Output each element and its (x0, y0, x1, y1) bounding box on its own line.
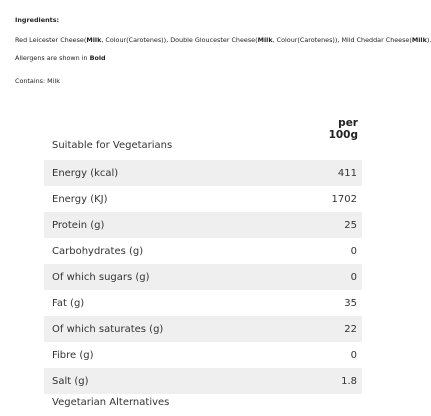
nutrition-row (44, 342, 362, 368)
nutrient-label: Of which saturates (g) (52, 323, 164, 335)
nutrition-row (44, 368, 362, 394)
ingredient-allergen: Milk (257, 36, 273, 44)
section-vegetarian-alternatives: Vegetarian Alternatives (52, 397, 170, 408)
ingredient-allergen: Milk (86, 36, 102, 44)
per-100g-header: per 100g (328, 117, 358, 141)
nutrient-value: 411 (337, 167, 357, 179)
nutrition-row (44, 160, 362, 186)
nutrient-label: Energy (kcal) (52, 167, 119, 179)
nutrient-value: 0 (350, 245, 357, 257)
nutrient-label: Fat (g) (52, 297, 85, 309)
ingredient-segment: , Colour(Carotenes)), Double Gloucester Cheese( (101, 36, 258, 44)
nutrition-row (44, 264, 362, 290)
nutrient-label: Energy (KJ) (52, 193, 108, 205)
allergen-note-bold: Bold (89, 54, 106, 62)
ingredients-text (15, 36, 431, 45)
ingredient-allergen: Milk (411, 36, 427, 44)
allergen-note-prefix: Allergens are shown in (15, 54, 90, 62)
ingredient-segment: Red Leicester Cheese( (15, 36, 87, 44)
allergen-note (15, 54, 106, 63)
nutrient-value: 22 (344, 323, 357, 335)
nutrient-label: Of which sugars (g) (52, 271, 150, 283)
section-suitable-for-vegetarians: Suitable for Vegetarians (52, 140, 173, 151)
nutrition-row (44, 212, 362, 238)
nutrient-label: Protein (g) (52, 219, 105, 231)
nutrient-value: 1702 (331, 193, 357, 205)
nutrient-value: 0 (350, 271, 357, 283)
nutrient-label: Carbohydrates (g) (52, 245, 144, 257)
nutrient-value: 1.8 (341, 375, 357, 387)
nutrition-row (44, 316, 362, 342)
nutrition-row (44, 186, 362, 212)
ingredient-segment: ). (426, 36, 431, 44)
nutrition-row (44, 238, 362, 264)
nutrient-value: 35 (344, 297, 357, 309)
ingredient-segment: , Colour(Carotenes)), Mild Cheddar Cheese( (272, 36, 412, 44)
ingredients-panel (15, 16, 431, 85)
ingredients-heading: Ingredients: (15, 16, 60, 24)
contains-text: Contains: Milk (15, 77, 60, 85)
nutrient-value: 0 (350, 349, 357, 361)
nutrient-label: Fibre (g) (52, 349, 94, 361)
nutrition-row (44, 290, 362, 316)
nutrient-label: Salt (g) (52, 375, 89, 387)
nutrient-value: 25 (344, 219, 357, 231)
